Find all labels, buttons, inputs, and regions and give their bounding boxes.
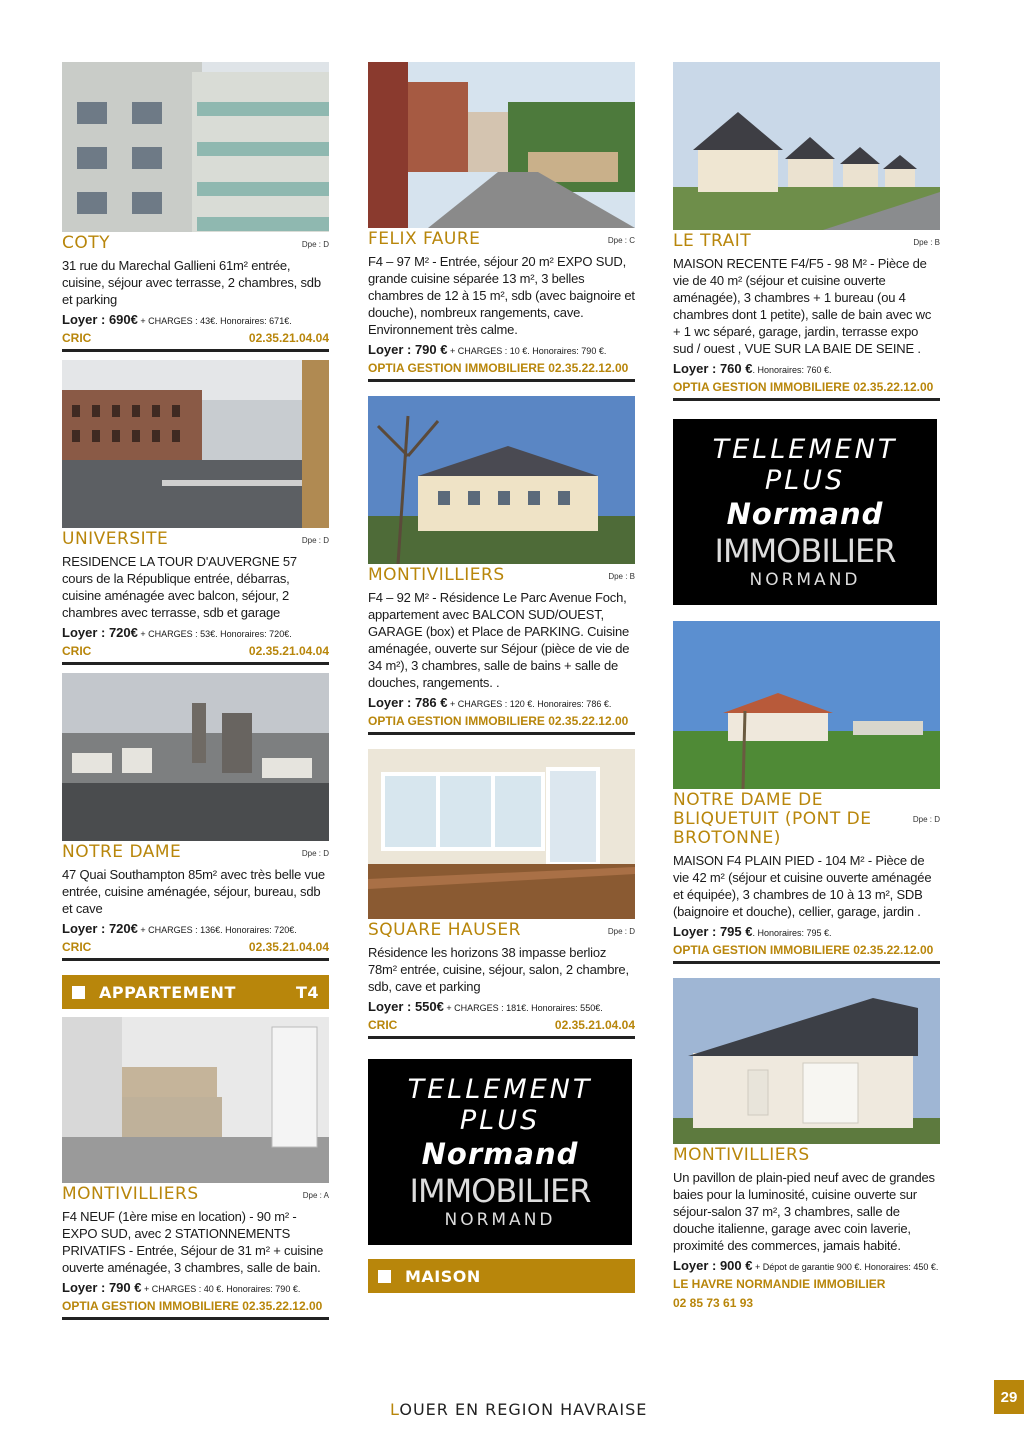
footer-first-letter: L bbox=[390, 1400, 400, 1419]
listing-description: MAISON F4 PLAIN PIED - 104 M² - Pièce de vie 42 m² (séjour et cuisine ouverte aménagée et équipée), 3 chambres de 10 à 13 m², SDB (baignoire et douche), cellier, garage, jardin . bbox=[673, 853, 932, 919]
listing-felix-faure bbox=[368, 62, 635, 382]
dpe-rating: Dpe : C bbox=[607, 236, 635, 245]
agency-row bbox=[62, 643, 329, 665]
listing-description: RESIDENCE LA TOUR D'AUVERGNE 57 cours de la République entrée, débarras, cuisine aménagée avec balcon, séjour, 2 chambres avec terrasse, sdb et garage bbox=[62, 554, 297, 620]
banner-label: MAISON bbox=[405, 1266, 481, 1286]
agency-name: CRIC bbox=[62, 331, 92, 345]
ad-line-2: PLUS bbox=[764, 465, 846, 496]
agency-name: CRIC bbox=[62, 644, 92, 658]
agency-row bbox=[673, 379, 940, 401]
rent-amount: Loyer : 795 € bbox=[673, 924, 753, 939]
listing-city: SQUARE HAUSER bbox=[368, 920, 521, 940]
listing-city: UNIVERSITE bbox=[62, 529, 169, 549]
rent-charges: . Honoraires: 795 €. bbox=[752, 928, 832, 938]
footer-text: OUER EN REGION HAVRAISE bbox=[399, 1400, 648, 1419]
banner-type: T4 bbox=[295, 982, 319, 1002]
rent-charges: + CHARGES : 120 €. Honoraires: 786 €. bbox=[447, 699, 612, 709]
listing-photo bbox=[368, 62, 635, 228]
listing-description: Résidence les horizons 38 impasse berlioz 78m² entrée, cuisine, séjour, salon, 2 chambre, sdb, cave et parking bbox=[368, 945, 629, 994]
listing-photo bbox=[368, 749, 635, 919]
rent-amount: Loyer : 550€ bbox=[368, 999, 444, 1014]
listing-photo bbox=[62, 673, 329, 841]
ad-line-3: Normand bbox=[421, 1137, 579, 1171]
rent-amount: Loyer : 790 € bbox=[368, 342, 448, 357]
banner-label: APPARTEMENT bbox=[99, 982, 236, 1002]
rent-charges: + CHARGES : 40 €. Honoraires: 790 €. bbox=[141, 1284, 301, 1294]
rent-line bbox=[62, 920, 329, 939]
agency-phone: 02 85 73 61 93 bbox=[673, 1296, 754, 1310]
listing-description: Un pavillon de plain-pied neuf avec de grandes baies pour la luminosité, cuisine ouverte sur séjour-salon 37 m², 3 chambres, salle de douche italienne, garage avec coin laverie, proximité des commerces, jamais habité. bbox=[673, 1170, 935, 1253]
listing-universite bbox=[62, 360, 329, 665]
listing-montivilliers-pavillon bbox=[673, 978, 940, 1314]
listing-coty bbox=[62, 62, 329, 352]
agency-name: CRIC bbox=[368, 1018, 398, 1032]
listing-city: MONTIVILLIERS bbox=[62, 1184, 199, 1204]
column-3 bbox=[673, 62, 940, 1322]
rent-charges: + CHARGES : 43€. Honoraires: 671€. bbox=[137, 316, 292, 326]
category-banner-appartement bbox=[62, 975, 329, 1009]
rent-line bbox=[673, 1257, 940, 1276]
rent-amount: Loyer : 900 € bbox=[673, 1258, 753, 1273]
square-icon bbox=[72, 986, 85, 999]
rent-line bbox=[62, 1279, 329, 1298]
agency-row bbox=[673, 942, 940, 964]
listing-photo bbox=[62, 62, 329, 232]
column-2 bbox=[368, 62, 635, 1293]
listing-montivilliers-f4-neuf bbox=[62, 1017, 329, 1320]
agency-advertisement bbox=[673, 419, 937, 605]
agency-row bbox=[368, 360, 635, 382]
agency-name: OPTIA GESTION IMMOBILIERE 02.35.22.12.00 bbox=[673, 380, 934, 394]
listing-description: 47 Quai Southampton 85m² avec très belle vue entrée, cuisine aménagée, séjour, bureau, sdb et cave bbox=[62, 867, 325, 916]
dpe-rating: Dpe : B bbox=[913, 238, 940, 247]
listing-montivilliers-parc bbox=[368, 396, 635, 735]
rent-amount: Loyer : 720€ bbox=[62, 625, 138, 640]
listing-city: MONTIVILLIERS bbox=[368, 565, 505, 585]
agency-name: OPTIA GESTION IMMOBILIERE 02.35.22.12.00 bbox=[368, 714, 629, 728]
listing-square-hauser bbox=[368, 749, 635, 1039]
rent-amount: Loyer : 690€ bbox=[62, 312, 138, 327]
page-number: 29 bbox=[994, 1380, 1024, 1414]
rent-charges: + CHARGES : 181€. Honoraires: 550€. bbox=[443, 1003, 603, 1013]
rent-charges: + CHARGES : 53€. Honoraires: 720€. bbox=[137, 629, 292, 639]
rent-amount: Loyer : 790 € bbox=[62, 1280, 142, 1295]
listing-photo bbox=[673, 621, 940, 789]
ad-line-4: IMMOBILIER bbox=[714, 532, 896, 570]
rent-charges: + Dépot de garantie 900 €. Honoraires: 450 €. bbox=[752, 1262, 939, 1272]
agency-phone: 02.35.21.04.04 bbox=[248, 331, 329, 345]
listing-notre-dame-de-bliquetuit bbox=[673, 621, 940, 964]
listing-city: FELIX FAURE bbox=[368, 229, 481, 249]
ad-line-2: PLUS bbox=[459, 1105, 541, 1136]
ad-line-1: TELLEMENT bbox=[407, 1074, 593, 1105]
dpe-rating: Dpe : D bbox=[301, 240, 329, 249]
listing-city: MONTIVILLIERS bbox=[673, 1145, 810, 1165]
listing-description: MAISON RECENTE F4/F5 - 98 M² - Pièce de vie de 40 m² (séjour et cuisine ouverte aménagée), 3 chambres + 1 bureau (ou 4 chambres dont 1 petite), salle de bain avec wc + 1 wc séparé, garage, jardin, terrasse expo sud / ouest , VUE SUR LA BAIE DE SEINE . bbox=[673, 256, 932, 356]
page-footer bbox=[390, 1400, 647, 1419]
dpe-rating: Dpe : A bbox=[302, 1191, 329, 1200]
rent-charges: . Honoraires: 760 €. bbox=[752, 365, 832, 375]
agency-name: CRIC bbox=[62, 940, 92, 954]
column-1 bbox=[62, 62, 329, 1328]
rent-amount: Loyer : 760 € bbox=[673, 361, 753, 376]
agency-name: OPTIA GESTION IMMOBILIERE 02.35.22.12.00 bbox=[368, 361, 629, 375]
agency-name: OPTIA GESTION IMMOBILIERE 02.35.22.12.00 bbox=[62, 1299, 323, 1313]
agency-phone: 02.35.21.04.04 bbox=[248, 644, 329, 658]
listing-description: 31 rue du Marechal Gallieni 61m² entrée, cuisine, séjour avec terrasse, 2 chambres, sdb et parking bbox=[62, 258, 321, 307]
listing-city: NOTRE DAME DE BLIQUETUIT (PONT DE BROTONNE) bbox=[673, 790, 872, 848]
listing-description: F4 – 92 M² - Résidence Le Parc Avenue Foch, appartement avec BALCON SUD/OUEST, GARAGE (box) et Place de PARKING. Cuisine aménagée, ouverte sur Séjour (pièce de vie de 34 m²), 3 chambres, salle de bains + salle de douches, rangements. . bbox=[368, 590, 630, 690]
rent-line bbox=[368, 998, 635, 1017]
rent-line bbox=[673, 360, 940, 379]
ad-line-1: TELLEMENT bbox=[712, 434, 898, 465]
listing-photo bbox=[62, 1017, 329, 1183]
listing-description: F4 – 97 M² - Entrée, séjour 20 m² EXPO SUD, grande cuisine séparée 13 m², 3 belles chambres de 12 à 15 m², sdb (avec baignoire et douche), nombreux rangements, cave. Environnement très calme. bbox=[368, 254, 635, 337]
ad-line-5: NORMAND bbox=[444, 1210, 556, 1230]
rent-amount: Loyer : 720€ bbox=[62, 921, 138, 936]
rent-line bbox=[368, 694, 635, 713]
agency-row bbox=[62, 1298, 329, 1320]
listing-photo bbox=[62, 360, 329, 528]
rent-line bbox=[62, 311, 329, 330]
rent-charges: + CHARGES : 136€. Honoraires: 720€. bbox=[137, 925, 297, 935]
dpe-rating: Dpe : B bbox=[608, 572, 635, 581]
category-banner-maison bbox=[368, 1259, 635, 1293]
rent-charges: + CHARGES : 10 €. Honoraires: 790 €. bbox=[447, 346, 607, 356]
rent-line bbox=[62, 624, 329, 643]
listing-notre-dame bbox=[62, 673, 329, 961]
agency-row bbox=[62, 330, 329, 352]
agency-name: OPTIA GESTION IMMOBILIERE 02.35.22.12.00 bbox=[673, 943, 934, 957]
square-icon bbox=[378, 1270, 391, 1283]
agency-phone: 02.35.21.04.04 bbox=[554, 1018, 635, 1032]
listing-description: F4 NEUF (1ère mise en location) - 90 m² - EXPO SUD, avec 2 STATIONNEMENTS PRIVATIFS - Entrée, Séjour de 31 m² + cuisine ouverte aménagée, 3 chambres, salle de bain. bbox=[62, 1209, 324, 1275]
ad-line-5: NORMAND bbox=[749, 570, 861, 590]
dpe-rating: Dpe : D bbox=[607, 927, 635, 936]
listing-photo bbox=[368, 396, 635, 564]
listing-photo bbox=[673, 62, 940, 230]
rent-line bbox=[368, 341, 635, 360]
rent-amount: Loyer : 786 € bbox=[368, 695, 448, 710]
agency-advertisement bbox=[368, 1059, 632, 1245]
ad-line-3: Normand bbox=[726, 497, 884, 531]
dpe-rating: Dpe : D bbox=[301, 536, 329, 545]
ad-line-4: IMMOBILIER bbox=[409, 1172, 591, 1210]
rent-line bbox=[673, 923, 940, 942]
agency-row bbox=[368, 713, 635, 735]
listing-photo bbox=[673, 978, 940, 1144]
listing-city: COTY bbox=[62, 233, 111, 253]
agency-name: LE HAVRE NORMANDIE IMMOBILIER bbox=[673, 1277, 886, 1291]
listing-le-trait bbox=[673, 62, 940, 401]
agency-row bbox=[368, 1017, 635, 1039]
dpe-rating: Dpe : D bbox=[912, 815, 940, 824]
listing-city: LE TRAIT bbox=[673, 231, 752, 251]
agency-row bbox=[62, 939, 329, 958]
dpe-rating: Dpe : D bbox=[301, 849, 329, 858]
agency-row bbox=[673, 1276, 940, 1314]
listing-city: NOTRE DAME bbox=[62, 842, 182, 862]
agency-phone: 02.35.21.04.04 bbox=[248, 940, 329, 954]
